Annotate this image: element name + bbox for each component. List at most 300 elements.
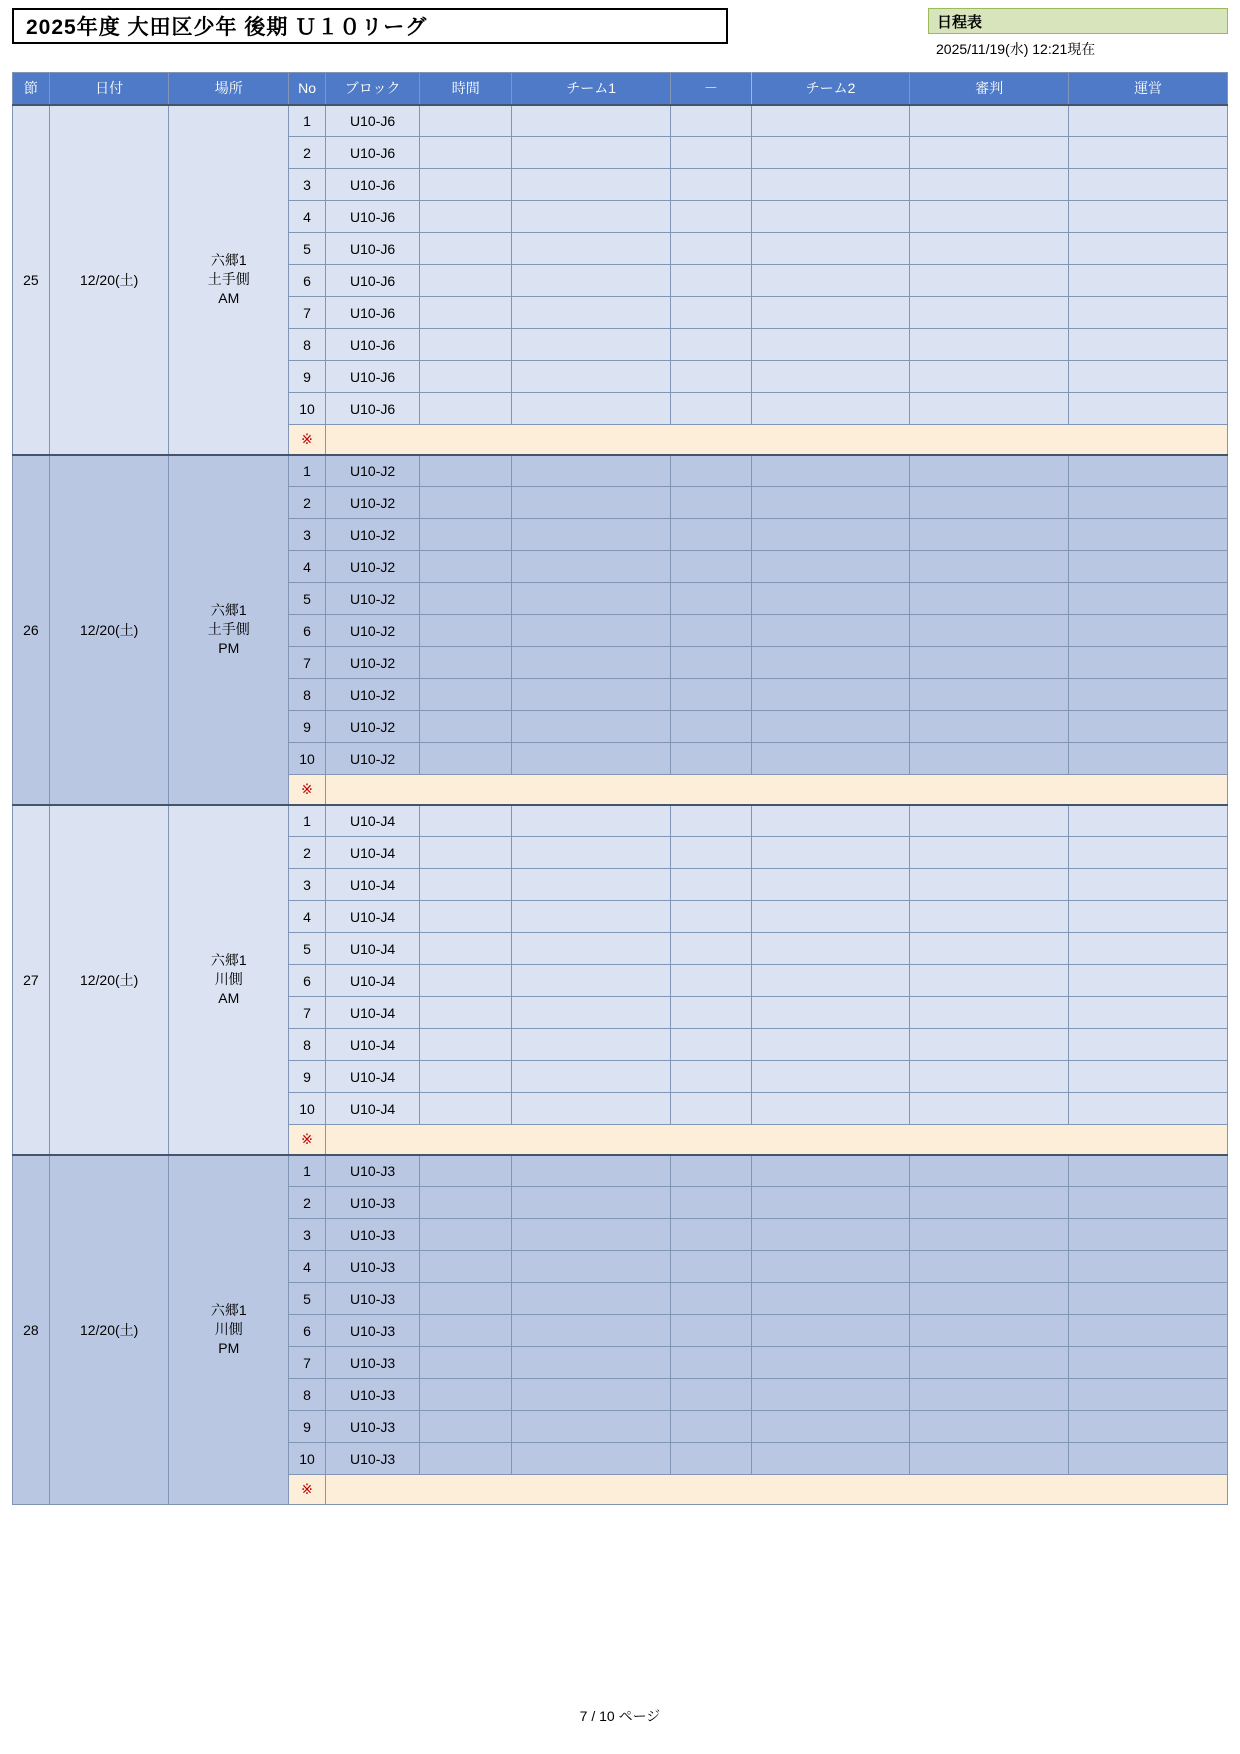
cell-vs <box>671 169 752 201</box>
cell-vs <box>671 1411 752 1443</box>
cell-vs <box>671 965 752 997</box>
cell-block: U10-J6 <box>325 297 419 329</box>
cell-no: 3 <box>289 869 326 901</box>
cell-vs <box>671 551 752 583</box>
cell-vs <box>671 1347 752 1379</box>
cell-vs <box>671 329 752 361</box>
cell-vs <box>671 583 752 615</box>
place-line: 六郷1 <box>210 602 247 619</box>
cell-team1 <box>512 233 671 265</box>
cell-team1 <box>512 583 671 615</box>
cell-setsu: 28 <box>13 1155 50 1505</box>
cell-referee <box>910 265 1069 297</box>
cell-block: U10-J2 <box>325 615 419 647</box>
cell-operation <box>1069 329 1228 361</box>
cell-operation <box>1069 901 1228 933</box>
cell-referee <box>910 137 1069 169</box>
cell-no: 3 <box>289 519 326 551</box>
cell-vs <box>671 1251 752 1283</box>
cell-no: 2 <box>289 487 326 519</box>
place-line: PM <box>218 1340 240 1357</box>
cell-no: 8 <box>289 1029 326 1061</box>
cell-no: 9 <box>289 361 326 393</box>
cell-team1 <box>512 615 671 647</box>
cell-block: U10-J3 <box>325 1379 419 1411</box>
cell-no: 6 <box>289 265 326 297</box>
cell-referee <box>910 487 1069 519</box>
cell-referee <box>910 711 1069 743</box>
cell-no: 5 <box>289 233 326 265</box>
cell-team1 <box>512 265 671 297</box>
cell-vs <box>671 1061 752 1093</box>
cell-no: 6 <box>289 1315 326 1347</box>
cell-no: 6 <box>289 965 326 997</box>
cell-operation <box>1069 1283 1228 1315</box>
cell-time <box>420 1379 512 1411</box>
cell-time <box>420 455 512 487</box>
cell-team2 <box>751 393 910 425</box>
cell-team2 <box>751 901 910 933</box>
header-row <box>13 73 1228 105</box>
cell-time <box>420 169 512 201</box>
col-date: 日付 <box>49 73 169 105</box>
cell-team2 <box>751 1029 910 1061</box>
cell-operation <box>1069 233 1228 265</box>
cell-operation <box>1069 933 1228 965</box>
col-place: 場所 <box>169 73 289 105</box>
cell-operation <box>1069 647 1228 679</box>
cell-team1 <box>512 743 671 775</box>
cell-time <box>420 1187 512 1219</box>
cell-team1 <box>512 1443 671 1475</box>
cell-team1 <box>512 361 671 393</box>
cell-team1 <box>512 1219 671 1251</box>
cell-vs <box>671 679 752 711</box>
col-team1: チーム1 <box>512 73 671 105</box>
cell-time <box>420 1347 512 1379</box>
cell-time <box>420 487 512 519</box>
cell-team2 <box>751 519 910 551</box>
col-vs: － <box>671 73 752 105</box>
cell-operation <box>1069 297 1228 329</box>
cell-no: 3 <box>289 1219 326 1251</box>
cell-no: 8 <box>289 329 326 361</box>
cell-time <box>420 869 512 901</box>
cell-referee <box>910 583 1069 615</box>
cell-referee <box>910 233 1069 265</box>
cell-referee <box>910 1283 1069 1315</box>
cell-team2 <box>751 265 910 297</box>
cell-operation <box>1069 711 1228 743</box>
cell-vs <box>671 743 752 775</box>
cell-time <box>420 297 512 329</box>
cell-referee <box>910 1315 1069 1347</box>
cell-time <box>420 837 512 869</box>
cell-time <box>420 1093 512 1125</box>
cell-time <box>420 105 512 137</box>
cell-referee <box>910 551 1069 583</box>
cell-team2 <box>751 455 910 487</box>
place-line: 川側 <box>214 971 243 988</box>
cell-operation <box>1069 551 1228 583</box>
cell-team1 <box>512 933 671 965</box>
note-text <box>325 775 1227 805</box>
cell-team2 <box>751 1251 910 1283</box>
cell-operation <box>1069 805 1228 837</box>
cell-team1 <box>512 393 671 425</box>
cell-time <box>420 679 512 711</box>
schedule-table <box>12 72 1228 1505</box>
cell-vs <box>671 1219 752 1251</box>
table-row <box>13 1155 1228 1187</box>
cell-team2 <box>751 647 910 679</box>
cell-vs <box>671 137 752 169</box>
cell-team1 <box>512 805 671 837</box>
table-row <box>13 455 1228 487</box>
place-line: PM <box>218 639 240 656</box>
cell-team1 <box>512 105 671 137</box>
cell-no: 4 <box>289 551 326 583</box>
cell-setsu: 25 <box>13 105 50 455</box>
col-referee: 審判 <box>910 73 1069 105</box>
cell-block: U10-J2 <box>325 583 419 615</box>
cell-referee <box>910 1093 1069 1125</box>
cell-team2 <box>751 201 910 233</box>
page-title: 2025年度 大田区少年 後期 Ｕ１０リーグ <box>26 16 428 39</box>
cell-team1 <box>512 201 671 233</box>
cell-referee <box>910 837 1069 869</box>
cell-team2 <box>751 1093 910 1125</box>
cell-block: U10-J3 <box>325 1443 419 1475</box>
table-body <box>13 105 1228 1505</box>
place-line: 土手側 <box>207 621 250 638</box>
cell-team2 <box>751 997 910 1029</box>
cell-operation <box>1069 1061 1228 1093</box>
cell-vs <box>671 233 752 265</box>
cell-block: U10-J6 <box>325 105 419 137</box>
cell-vs <box>671 201 752 233</box>
cell-referee <box>910 1155 1069 1187</box>
col-time: 時間 <box>420 73 512 105</box>
cell-referee <box>910 997 1069 1029</box>
cell-operation <box>1069 1315 1228 1347</box>
cell-team1 <box>512 519 671 551</box>
cell-block: U10-J4 <box>325 901 419 933</box>
cell-referee <box>910 1347 1069 1379</box>
cell-time <box>420 329 512 361</box>
col-operation: 運営 <box>1069 73 1228 105</box>
cell-operation <box>1069 1411 1228 1443</box>
cell-block: U10-J4 <box>325 997 419 1029</box>
cell-block: U10-J6 <box>325 169 419 201</box>
cell-block: U10-J6 <box>325 329 419 361</box>
note-mark-icon: ※ <box>289 775 326 805</box>
page-footer: 7 / 10 ページ <box>579 1708 661 1724</box>
note-mark-icon: ※ <box>289 1475 326 1505</box>
cell-time <box>420 201 512 233</box>
cell-block: U10-J4 <box>325 869 419 901</box>
cell-time <box>420 393 512 425</box>
cell-team2 <box>751 837 910 869</box>
cell-team1 <box>512 455 671 487</box>
cell-operation <box>1069 743 1228 775</box>
cell-no: 2 <box>289 1187 326 1219</box>
cell-no: 10 <box>289 743 326 775</box>
cell-time <box>420 137 512 169</box>
cell-operation <box>1069 519 1228 551</box>
cell-operation <box>1069 105 1228 137</box>
note-mark-icon: ※ <box>289 425 326 455</box>
cell-block: U10-J2 <box>325 647 419 679</box>
cell-team2 <box>751 137 910 169</box>
cell-vs <box>671 393 752 425</box>
cell-time <box>420 1283 512 1315</box>
cell-time <box>420 361 512 393</box>
cell-operation <box>1069 583 1228 615</box>
cell-referee <box>910 1061 1069 1093</box>
cell-team1 <box>512 901 671 933</box>
cell-operation <box>1069 997 1228 1029</box>
cell-time <box>420 965 512 997</box>
cell-vs <box>671 1187 752 1219</box>
cell-no: 8 <box>289 679 326 711</box>
cell-team1 <box>512 679 671 711</box>
cell-block: U10-J4 <box>325 1029 419 1061</box>
cell-referee <box>910 1443 1069 1475</box>
note-text <box>325 1125 1227 1155</box>
cell-block: U10-J6 <box>325 265 419 297</box>
cell-referee <box>910 1187 1069 1219</box>
cell-no: 7 <box>289 647 326 679</box>
col-team2: チーム2 <box>751 73 910 105</box>
cell-operation <box>1069 1093 1228 1125</box>
cell-date: 12/20(土) <box>49 455 169 805</box>
cell-no: 5 <box>289 583 326 615</box>
cell-operation <box>1069 1443 1228 1475</box>
cell-time <box>420 233 512 265</box>
cell-team2 <box>751 329 910 361</box>
cell-team1 <box>512 1029 671 1061</box>
cell-team1 <box>512 137 671 169</box>
cell-no: 4 <box>289 1251 326 1283</box>
cell-team2 <box>751 1315 910 1347</box>
cell-block: U10-J2 <box>325 519 419 551</box>
cell-block: U10-J3 <box>325 1283 419 1315</box>
cell-team1 <box>512 297 671 329</box>
cell-vs <box>671 105 752 137</box>
place-line: 川側 <box>214 1321 243 1338</box>
cell-team1 <box>512 1315 671 1347</box>
cell-team2 <box>751 1187 910 1219</box>
cell-no: 10 <box>289 393 326 425</box>
cell-block: U10-J3 <box>325 1219 419 1251</box>
cell-team1 <box>512 997 671 1029</box>
cell-time <box>420 901 512 933</box>
cell-no: 8 <box>289 1379 326 1411</box>
cell-time <box>420 1219 512 1251</box>
cell-operation <box>1069 965 1228 997</box>
cell-vs <box>671 1283 752 1315</box>
table-row <box>13 105 1228 137</box>
cell-vs <box>671 487 752 519</box>
cell-time <box>420 1411 512 1443</box>
place-line: AM <box>218 989 240 1006</box>
cell-block: U10-J4 <box>325 837 419 869</box>
cell-block: U10-J6 <box>325 393 419 425</box>
cell-no: 9 <box>289 1061 326 1093</box>
cell-team2 <box>751 933 910 965</box>
cell-time <box>420 1061 512 1093</box>
cell-team1 <box>512 1411 671 1443</box>
cell-no: 3 <box>289 169 326 201</box>
cell-operation <box>1069 265 1228 297</box>
cell-team1 <box>512 1155 671 1187</box>
cell-block: U10-J3 <box>325 1155 419 1187</box>
cell-place <box>169 455 289 805</box>
table-row <box>13 805 1228 837</box>
cell-team1 <box>512 1061 671 1093</box>
cell-block: U10-J4 <box>325 1093 419 1125</box>
cell-referee <box>910 393 1069 425</box>
cell-operation <box>1069 1219 1228 1251</box>
cell-team1 <box>512 711 671 743</box>
cell-vs <box>671 647 752 679</box>
cell-block: U10-J4 <box>325 965 419 997</box>
cell-referee <box>910 201 1069 233</box>
cell-operation <box>1069 1379 1228 1411</box>
cell-operation <box>1069 1187 1228 1219</box>
cell-block: U10-J2 <box>325 679 419 711</box>
cell-team1 <box>512 1093 671 1125</box>
cell-time <box>420 519 512 551</box>
cell-referee <box>910 933 1069 965</box>
cell-block: U10-J2 <box>325 455 419 487</box>
cell-team1 <box>512 1347 671 1379</box>
cell-no: 1 <box>289 805 326 837</box>
cell-time <box>420 1315 512 1347</box>
cell-no: 10 <box>289 1443 326 1475</box>
place-line: AM <box>218 289 240 306</box>
cell-referee <box>910 805 1069 837</box>
cell-team2 <box>751 583 910 615</box>
cell-no: 7 <box>289 1347 326 1379</box>
cell-time <box>420 1155 512 1187</box>
cell-vs <box>671 1029 752 1061</box>
cell-no: 6 <box>289 615 326 647</box>
cell-vs <box>671 805 752 837</box>
cell-no: 9 <box>289 1411 326 1443</box>
cell-operation <box>1069 1251 1228 1283</box>
cell-block: U10-J3 <box>325 1187 419 1219</box>
cell-time <box>420 1251 512 1283</box>
cell-referee <box>910 105 1069 137</box>
cell-operation <box>1069 487 1228 519</box>
cell-referee <box>910 1379 1069 1411</box>
cell-vs <box>671 265 752 297</box>
place-line: 六郷1 <box>210 952 247 969</box>
cell-team1 <box>512 487 671 519</box>
cell-referee <box>910 679 1069 711</box>
cell-referee <box>910 455 1069 487</box>
cell-operation <box>1069 393 1228 425</box>
cell-team2 <box>751 1155 910 1187</box>
cell-operation <box>1069 1155 1228 1187</box>
cell-block: U10-J6 <box>325 201 419 233</box>
cell-referee <box>910 169 1069 201</box>
cell-time <box>420 997 512 1029</box>
cell-referee <box>910 901 1069 933</box>
cell-operation <box>1069 169 1228 201</box>
document-kind-badge: 日程表 <box>928 8 1228 34</box>
header-right <box>928 8 1228 59</box>
cell-block: U10-J2 <box>325 487 419 519</box>
cell-operation <box>1069 361 1228 393</box>
cell-vs <box>671 1315 752 1347</box>
cell-team2 <box>751 487 910 519</box>
cell-date: 12/20(土) <box>49 105 169 455</box>
cell-place <box>169 1155 289 1505</box>
cell-setsu: 26 <box>13 455 50 805</box>
cell-no: 1 <box>289 105 326 137</box>
cell-team2 <box>751 1283 910 1315</box>
cell-place <box>169 805 289 1155</box>
cell-block: U10-J6 <box>325 233 419 265</box>
cell-team2 <box>751 233 910 265</box>
cell-time <box>420 265 512 297</box>
cell-team2 <box>751 965 910 997</box>
cell-time <box>420 583 512 615</box>
cell-referee <box>910 1029 1069 1061</box>
cell-block: U10-J6 <box>325 361 419 393</box>
cell-block: U10-J3 <box>325 1251 419 1283</box>
title-box <box>12 8 728 44</box>
cell-team1 <box>512 965 671 997</box>
cell-vs <box>671 455 752 487</box>
col-no: No <box>289 73 326 105</box>
cell-time <box>420 615 512 647</box>
cell-no: 7 <box>289 997 326 1029</box>
cell-vs <box>671 1379 752 1411</box>
cell-vs <box>671 615 752 647</box>
cell-vs <box>671 1155 752 1187</box>
cell-team2 <box>751 169 910 201</box>
cell-team2 <box>751 615 910 647</box>
cell-referee <box>910 361 1069 393</box>
cell-no: 7 <box>289 297 326 329</box>
cell-vs <box>671 901 752 933</box>
cell-team2 <box>751 1379 910 1411</box>
cell-block: U10-J3 <box>325 1411 419 1443</box>
cell-team2 <box>751 1443 910 1475</box>
cell-time <box>420 805 512 837</box>
cell-referee <box>910 1219 1069 1251</box>
cell-vs <box>671 933 752 965</box>
col-setsu: 節 <box>13 73 50 105</box>
cell-date: 12/20(土) <box>49 805 169 1155</box>
cell-referee <box>910 647 1069 679</box>
cell-time <box>420 1029 512 1061</box>
cell-time <box>420 711 512 743</box>
cell-team1 <box>512 169 671 201</box>
cell-team2 <box>751 743 910 775</box>
cell-no: 5 <box>289 933 326 965</box>
generated-timestamp: 2025/11/19(水) 12:21現在 <box>936 41 1096 57</box>
cell-team2 <box>751 361 910 393</box>
table-head <box>13 73 1228 105</box>
place-line: 六郷1 <box>210 1302 247 1319</box>
cell-team2 <box>751 1061 910 1093</box>
cell-time <box>420 647 512 679</box>
